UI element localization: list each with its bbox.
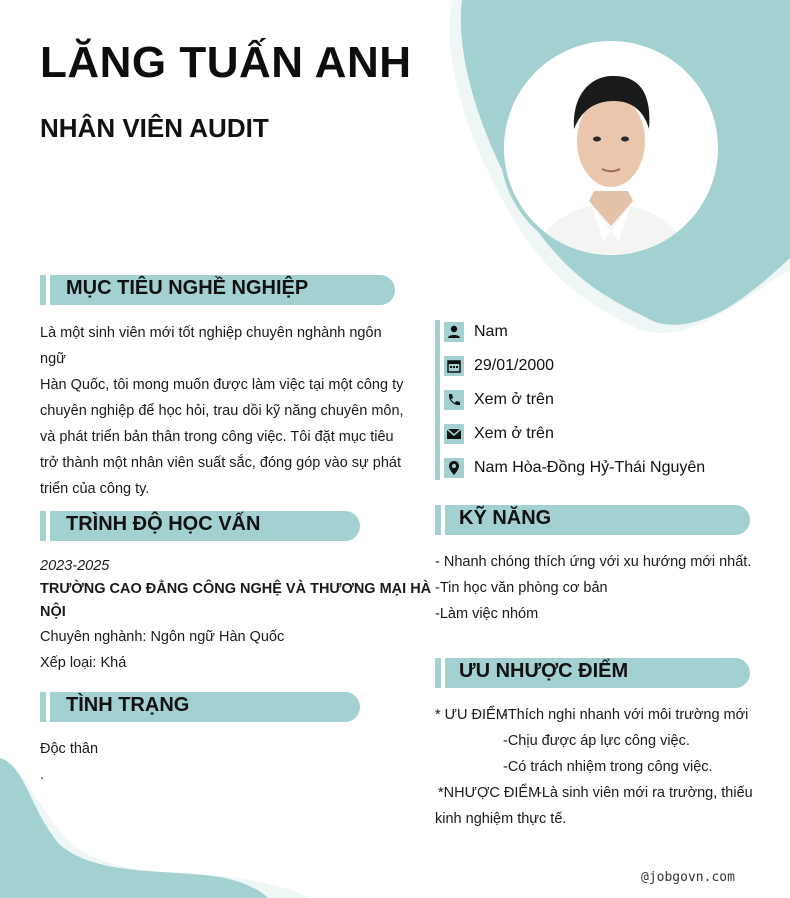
contact-text: Xem ở trên (474, 425, 554, 442)
phone-icon (444, 390, 464, 410)
strengths-label: * ƯU ĐIỂM (435, 707, 508, 723)
contact-text: Nam Hòa-Đồng Hỷ-Thái Nguyên (474, 459, 706, 476)
objective-line: Là một sinh viên mới tốt nghiệp chuyên nghành ngôn ngữ (40, 325, 382, 367)
skill-item: -Tin học văn phòng cơ bản (435, 580, 608, 596)
section-title: MỤC TIÊU NGHỀ NGHIỆP (66, 277, 309, 299)
objective-line: trở thành một nhân viên suất sắc, đóng góp vào sự phát (40, 455, 401, 471)
section-title: TRÌNH ĐỘ HỌC VẤN (66, 513, 261, 535)
job-title: NHÂN VIÊN AUDIT (40, 113, 269, 143)
objective-line: chuyên nghiệp để học hỏi, trau dồi kỹ năng chuyên môn, (40, 403, 404, 419)
objective-text (40, 320, 410, 502)
objective-line: triển của công ty. (40, 481, 150, 497)
strength-item: -Chịu được áp lực công việc. (503, 733, 690, 749)
calendar-icon (444, 356, 464, 376)
education-grade: Xếp loại: Khá (40, 655, 127, 671)
profile-photo (504, 41, 718, 255)
skill-item: - Nhanh chóng thích ứng với xu hướng mới nhất. (435, 554, 752, 570)
weakness-item-cont: kinh nghiệm thực tế. (435, 811, 567, 827)
education-school: TRƯỜNG CAO ĐẲNG CÔNG NGHỆ VÀ THƯƠNG MẠI HÀ (40, 581, 432, 597)
section-title: ƯU NHƯỢC ĐIỂM (459, 660, 629, 682)
section-header-skills (435, 505, 750, 535)
profile-photo-frame (500, 37, 722, 259)
status-extra: . (40, 767, 45, 783)
objective-line: Hàn Quốc, tôi mong muốn được làm việc tại một công ty (40, 377, 404, 393)
education-period: 2023-2025 (40, 558, 110, 574)
objective-line: và phát triển bản thân trong công việc. Tôi đặt mục tiêu (40, 429, 394, 445)
contact-text: Nam (474, 323, 508, 340)
status-value: Độc thân (40, 741, 99, 757)
weakness-item: -Là sinh viên mới ra trường, thiếu (537, 785, 753, 801)
location-icon (444, 458, 464, 478)
mail-icon (444, 424, 464, 444)
skill-item: -Làm việc nhóm (435, 606, 539, 622)
section-title: TÌNH TRẠNG (66, 694, 190, 716)
section-header-status (40, 692, 360, 722)
strength-item: -Thích nghi nhanh với môi trường mới (503, 707, 749, 723)
contact-text: 29/01/2000 (474, 357, 555, 374)
strength-item: -Có trách nhiệm trong công việc. (503, 759, 713, 775)
contact-text: Xem ở trên (474, 391, 554, 408)
watermark: @jobgovn.com (641, 870, 735, 885)
contact-divider (435, 320, 440, 480)
candidate-name: LĂNG TUẤN ANH (40, 38, 412, 87)
section-header-pros-cons (435, 658, 750, 688)
section-title: KỸ NĂNG (459, 507, 552, 529)
section-header-objective (40, 275, 395, 305)
education-major: Chuyên nghành: Ngôn ngữ Hàn Quốc (40, 629, 285, 645)
portrait-illustration (504, 41, 718, 255)
section-header-education (40, 511, 360, 541)
weakness-label: *NHƯỢC ĐIỂM (438, 785, 541, 801)
person-icon (444, 322, 464, 342)
education-school-cont: NỘI (40, 604, 66, 620)
